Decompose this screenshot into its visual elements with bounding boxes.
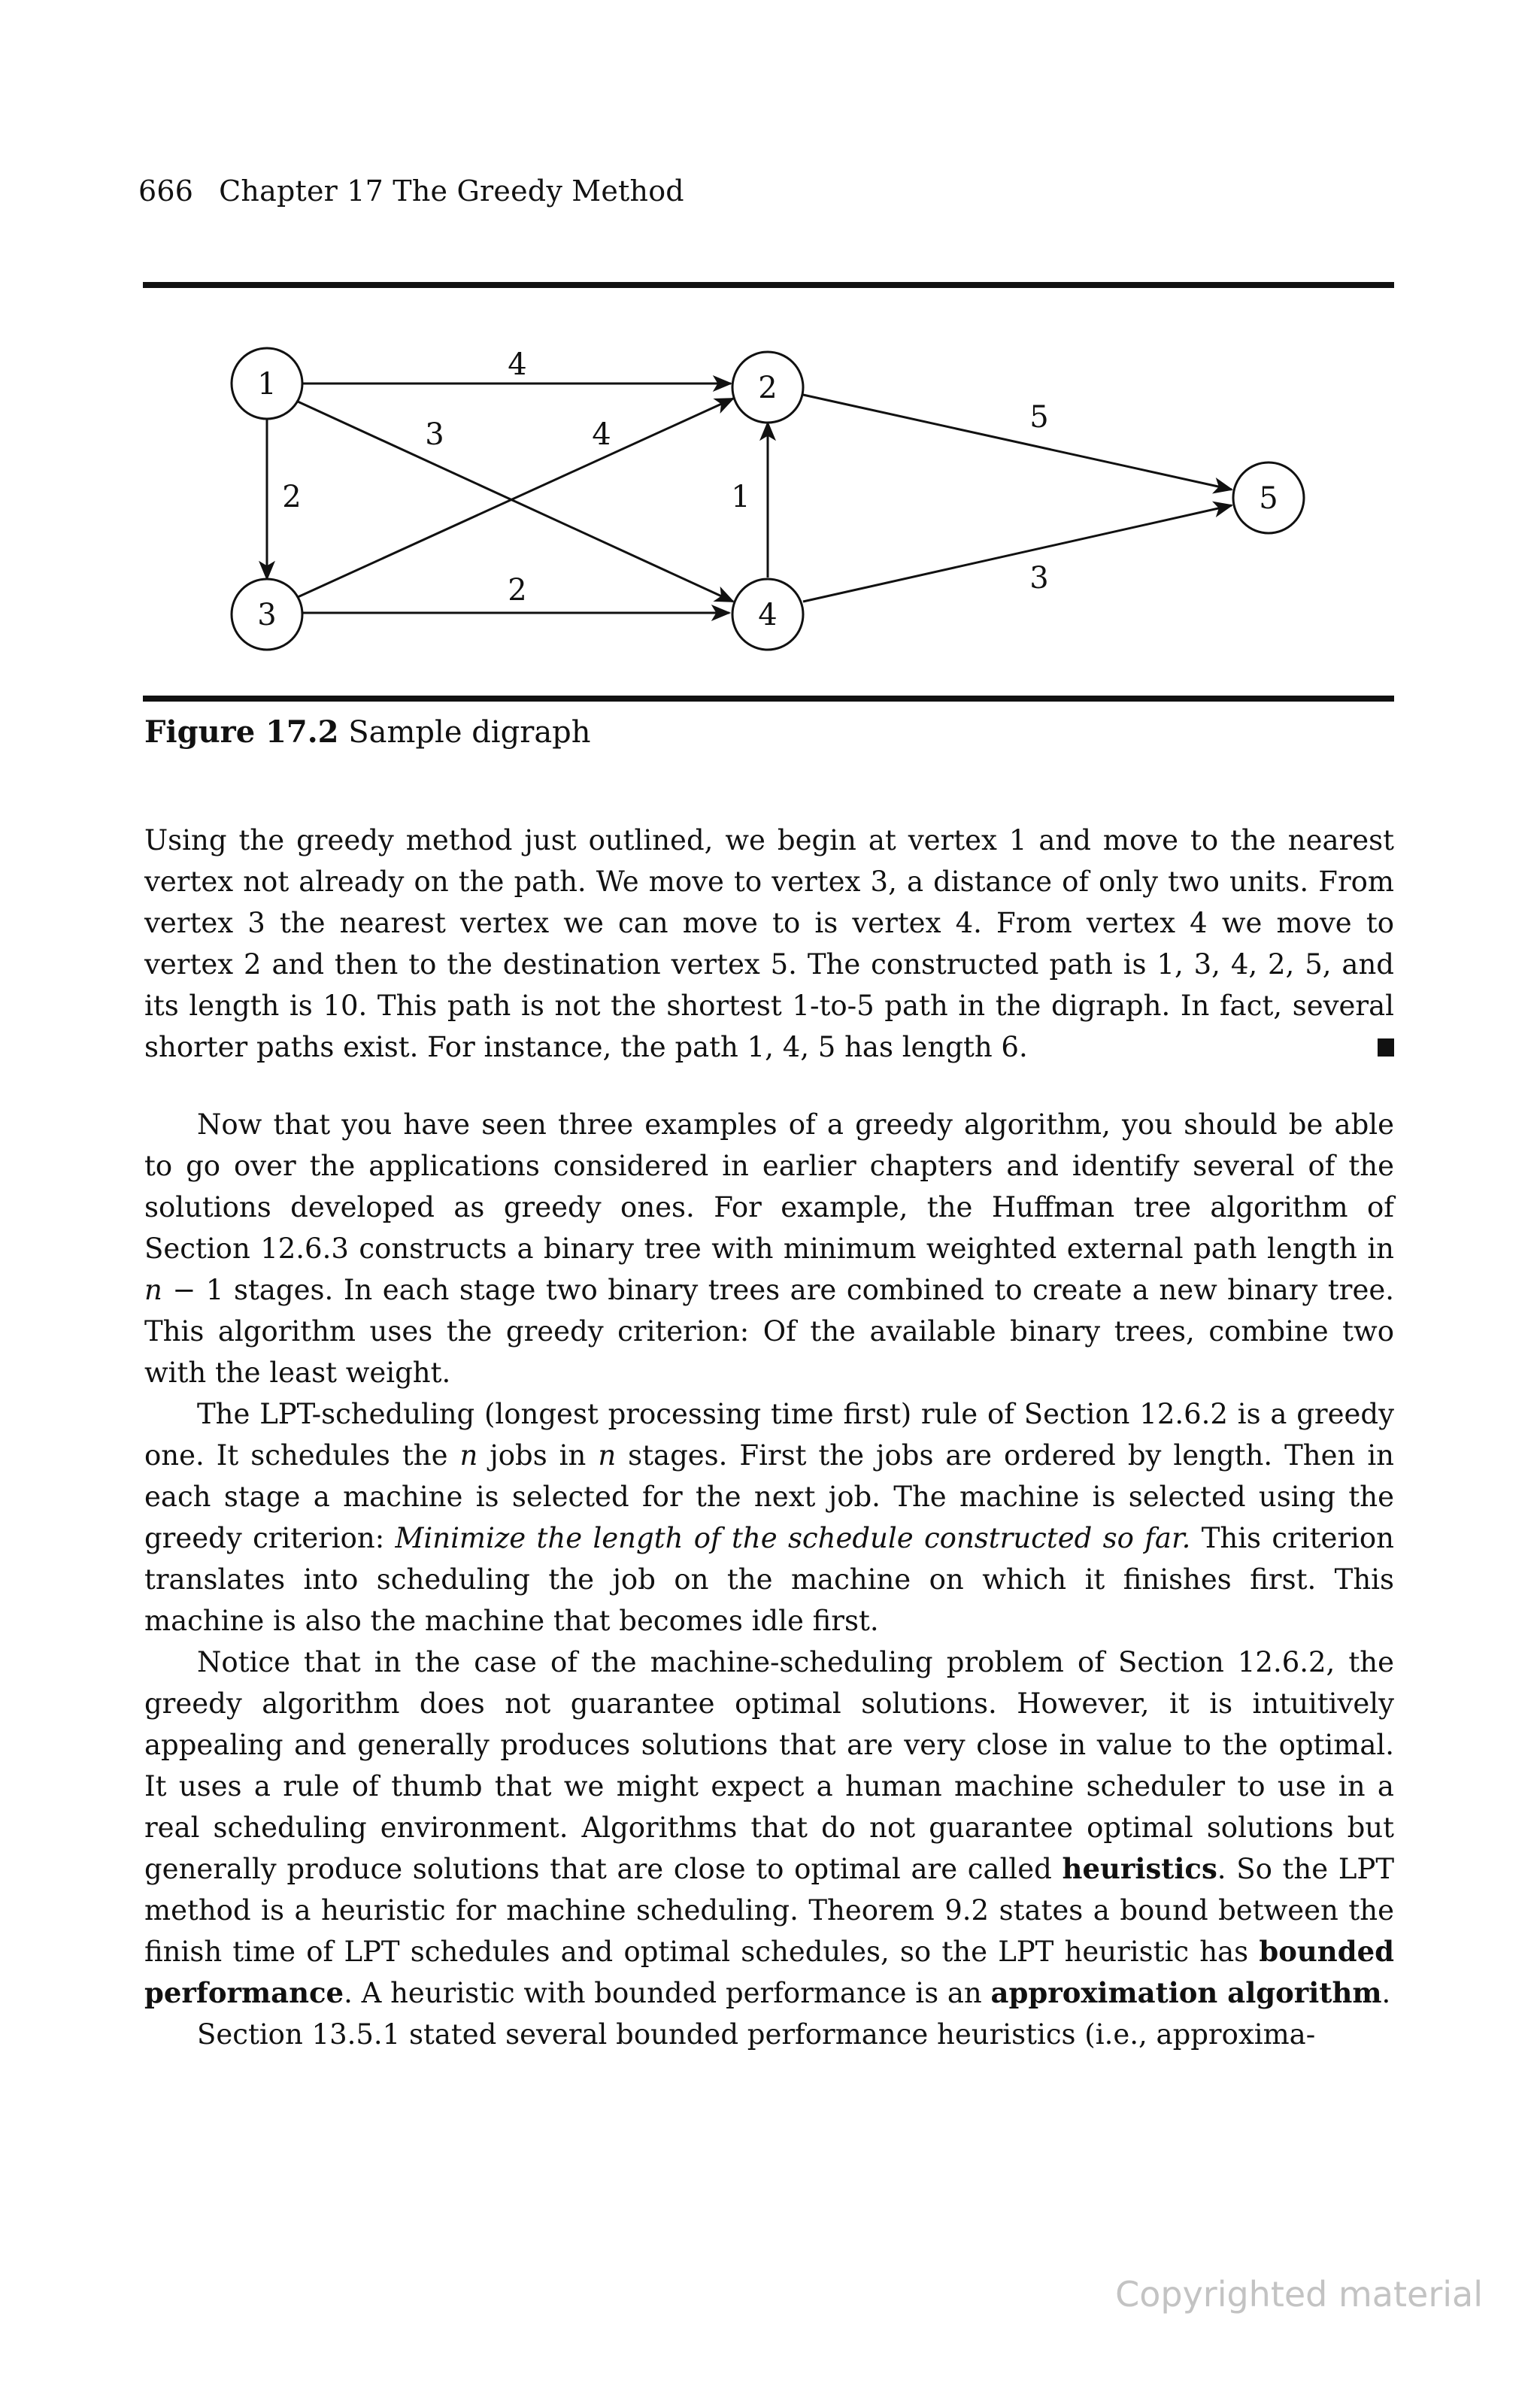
math-n: n — [459, 1439, 478, 1472]
copyright-watermark: Copyrighted material — [1115, 2274, 1483, 2315]
paragraph-4-text-a: Notice that in the case of the machine-scheduling problem of Section 12.6.2, the greedy algorithm does not guarantee optimal solutions. However, it is intuitively appealing and generally produces solutions that are very close in value to the optimal. It uses a rule of thumb that we might expect a human machine scheduler to use in a real scheduling environment. Algorithms that do not guarantee optimal solutions but generally produce solutions that are close to optimal are called — [144, 1646, 1394, 1885]
figure-label: Figure 17.2 — [144, 714, 339, 750]
page-number: 666 — [138, 174, 194, 208]
paragraph-3-text-c: stages. First the jobs are ordered by length. Then in each stage a machine is selected for the next job. The machine is selected using the greedy criterion: — [144, 1439, 1394, 1554]
node-3-label: 3 — [257, 598, 277, 632]
node-4-label: 4 — [758, 598, 778, 632]
paragraph-1: Using the greedy method just outlined, we begin at vertex 1 and move to the nearest vertex not already on the path. We move to vertex 3, a distance of only two units. From vertex 3 the nearest vertex we can move to is vertex 4. From vertex 4 we move to vertex 2 and then to the destination vertex 5. The constructed path is 1, 3, 4, 2, 5, and its length is 10. This path is not the shortest 1-to-5 path in the digraph. In fact, several shorter paths exist. For instance, the path 1, 4, 5 has length 6. — [144, 824, 1394, 1063]
node-1-label: 1 — [257, 367, 277, 402]
term-heuristics: heuristics — [1062, 1852, 1217, 1885]
paragraph-3-text-a: The LPT-scheduling (longest processing time first) rule of Section 12.6.2 is a greedy one. It schedules the — [144, 1398, 1394, 1472]
edge-1-2-weight: 4 — [508, 347, 527, 382]
figure-caption — [144, 714, 591, 750]
digraph-figure — [0, 0, 1540, 722]
math-n: n — [598, 1439, 617, 1472]
paragraph-4 — [144, 1642, 1394, 2014]
example-paragraph — [144, 820, 1394, 1068]
end-of-proof-mark — [1378, 1038, 1394, 1057]
edge-1-4-weight: 3 — [425, 417, 444, 452]
edge-4-5 — [803, 505, 1232, 602]
paragraph-4-text-b: . So the LPT method is a heuristic for machine scheduling. Theorem 9.2 states a bound between the finish time of LPT schedules and optimal schedules, so the LPT heuristic has — [144, 1853, 1394, 1968]
node-5-label: 5 — [1259, 481, 1278, 516]
edge-2-5-weight: 5 — [1029, 400, 1049, 435]
edge-2-5 — [803, 395, 1232, 490]
edge-1-3-weight: 2 — [282, 480, 302, 514]
edge-3-4-weight: 2 — [508, 573, 527, 608]
paragraph-3 — [144, 1393, 1394, 1642]
edge-3-2-weight: 4 — [592, 417, 611, 452]
paragraph-4-text-c: . A heuristic with bounded performance is an — [344, 1977, 991, 2009]
main-text — [144, 1104, 1394, 2055]
edge-4-2-weight: 1 — [731, 480, 750, 514]
edge-3-2 — [298, 399, 733, 597]
paragraph-2-text-a: Now that you have seen three examples of a greedy algorithm, you should be able to go over the applications considered in earlier chapters and identify several of the solutions developed as greedy ones. For example, the Huffman tree algorithm of Section 12.6.3 constructs a binary tree with minimum weighted external path length in — [144, 1108, 1394, 1265]
figure-bottom-rule — [143, 696, 1394, 702]
paragraph-3-text-b: jobs in — [477, 1439, 599, 1472]
figure-title: Sample digraph — [348, 715, 591, 750]
term-approximation-algorithm: approximation algorithm — [990, 1976, 1382, 2009]
math-n: n — [144, 1274, 162, 1306]
paragraph-2-text-b: − 1 stages. In each stage two binary trees are combined to create a new binary tree. This algorithm uses the greedy criterion: Of the available binary trees, combine two with the least weight. — [144, 1274, 1394, 1389]
chapter-title: Chapter 17 The Greedy Method — [219, 174, 684, 208]
term-bounded-performance: bounded performance — [144, 1935, 1394, 2009]
greedy-criterion-italic: Minimize the length of the schedule constructed so far. — [395, 1522, 1191, 1554]
node-2-label: 2 — [758, 371, 778, 405]
paragraph-5: Section 13.5.1 stated several bounded performance heuristics (i.e., approxima- — [197, 2018, 1316, 2051]
paragraph-3-text-d: This criterion translates into scheduling the job on the machine on which it finishes first. This machine is also the machine that becomes idle first. — [144, 1522, 1394, 1637]
edge-4-5-weight: 3 — [1029, 561, 1049, 596]
paragraph-4-text-d: . — [1381, 1977, 1391, 2009]
paragraph-2 — [144, 1104, 1394, 1393]
edge-1-4 — [298, 402, 733, 602]
